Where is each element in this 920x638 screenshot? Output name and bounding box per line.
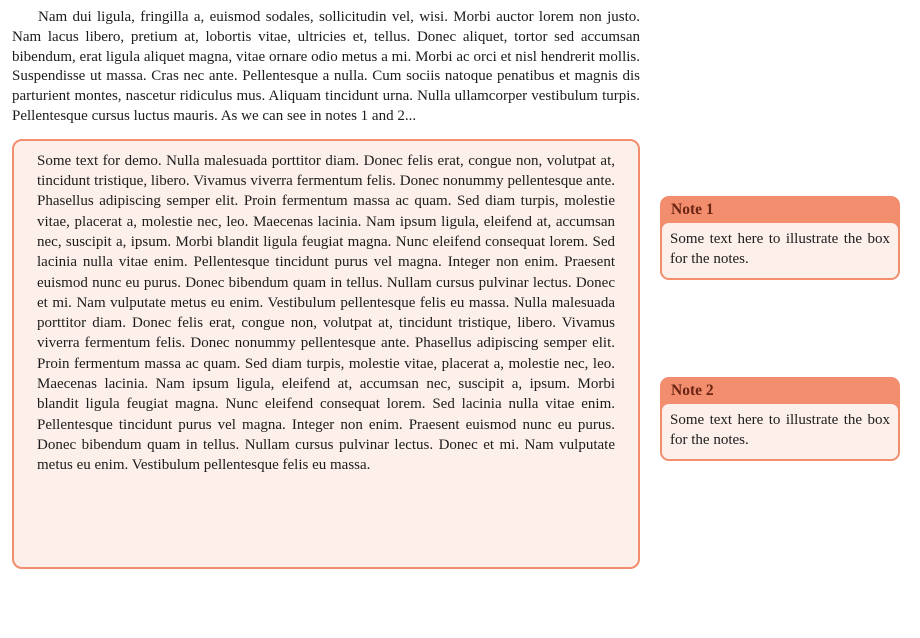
intro-paragraph: Nam dui ligula, fringilla a, euismod sodales, sollicitudin vel, wisi. Morbi auctor lorem non justo. Nam lacus libero, pretium at, lobortis vitae, ultricies et, tellus. Donec aliquet, tortor sed accumsan bibendum, erat ligula aliquet magna, vitae ornare odio metus a mi. Morbi ac orci et nisl hendrerit mollis. Suspendisse ut massa. Cras nec ante. Pellentesque a nulla. Cum sociis natoque penatibus et magnis dis parturient montes, nascetur ridiculus mus. Aliquam tincidunt urna. Nulla ullamcorper vestibulum turpis. Pellentesque cursus luctus mauris. As we can see in notes 1 and 2...: [12, 9, 640, 124]
main-column: [12, 8, 640, 569]
notes-column: [660, 196, 900, 461]
note-1-body: Some text here to illustrate the box for the notes.: [662, 223, 898, 278]
note-box-2: [660, 377, 900, 461]
note-box-1: [660, 196, 900, 280]
note-2-body: Some text here to illustrate the box for the notes.: [662, 404, 898, 459]
note-2-title: Note 2: [671, 382, 714, 399]
note-1-title: Note 1: [671, 201, 714, 218]
demo-text-box: [12, 139, 640, 569]
demo-box-text: Some text for demo. Nulla malesuada porttitor diam. Donec felis erat, congue non, volutpat at, tincidunt tristique, libero. Vivamus viverra fermentum felis. Donec nonummy pellentesque ante. Phasellus adipiscing semper elit. Proin fermentum massa ac quam. Sed diam turpis, molestie vitae, placerat a, molestie nec, leo. Maecenas lacinia. Nam ipsum ligula, eleifend at, accumsan nec, suscipit a, ipsum. Morbi blandit ligula feugiat magna. Nunc eleifend consequat lorem. Sed lacinia nulla vitae enim. Pellentesque tincidunt purus vel magna. Integer non enim. Praesent euismod nunc eu purus. Donec bibendum quam in tellus. Nullam cursus pulvinar lectus. Donec et mi. Nam vulputate metus eu enim. Vestibulum pellentesque felis eu massa. Nulla malesuada porttitor diam. Donec felis erat, congue non, volutpat at, tincidunt tristique, libero. Vivamus viverra fermentum felis. Donec nonummy pellentesque ante. Phasellus adipiscing semper elit. Proin fermentum massa ac quam. Sed diam turpis, molestie vitae, placerat a, molestie nec, leo. Maecenas lacinia. Nam ipsum ligula, eleifend at, accumsan nec, suscipit a, ipsum. Morbi blandit ligula feugiat magna. Nunc eleifend consequat lorem. Sed lacinia nulla vitae enim. Pellentesque tincidunt purus vel magna. Integer non enim. Praesent euismod nunc eu purus. Donec bibendum quam in tellus. Nullam cursus pulvinar lectus. Donec et mi. Nam vulputate metus eu enim. Vestibulum pellentesque felis eu massa.: [37, 152, 615, 474]
